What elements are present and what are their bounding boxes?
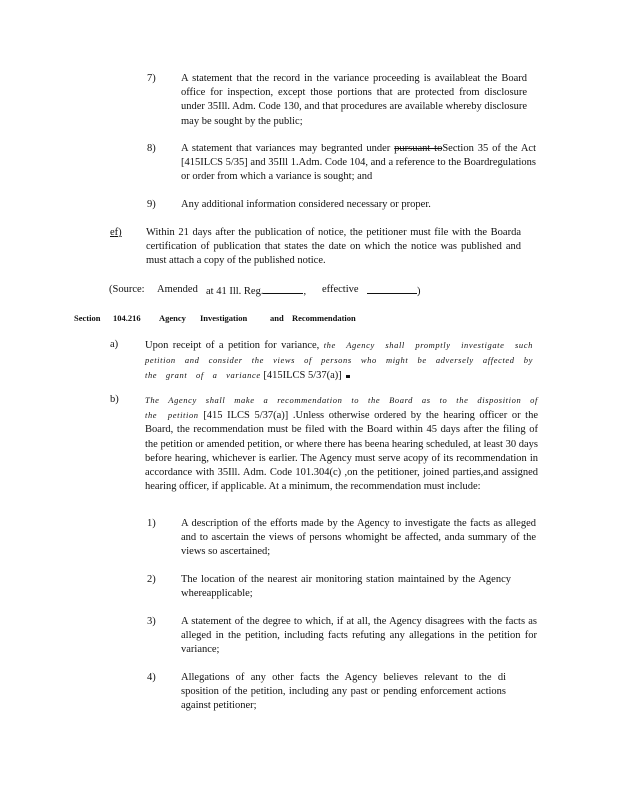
item-text-ef: Within 21 days after the publication of notice, the petitioner must file with the Boarda certification of publication that states the date on which the notice was published and must attach a copy of the published notice.: [146, 227, 521, 267]
section-title-recommendation: Recommendation: [292, 313, 356, 323]
item-number-7: 7): [147, 73, 156, 84]
section-title-investigation: Investigation: [200, 313, 248, 323]
subsection-a-statutory-italic: the Agency shall promptly investigate such petition and consider the views of persons who might be adversely affected by the grant of a variance: [145, 340, 533, 381]
list-text-1: A description of the efforts made by the Agency to investigate the facts as alleged and to ascertain the views of persons whomight be affected, anda summary of the views so ascertained;: [181, 518, 536, 558]
item-8-struck-text: pursuant to: [394, 143, 443, 154]
register-blank: [263, 283, 303, 294]
source-close: ): [417, 286, 421, 297]
source-amended: Amended: [157, 284, 198, 295]
item-number-9: 9): [147, 199, 156, 210]
section-number: 104.216: [113, 313, 141, 323]
item-8-text-b: Section 35 of the Act [415ILCS 5/35] and 35Ill 1.Adm. Code 104, and a reference to the Boardregulations or order from which a variance is sought; and: [181, 143, 536, 183]
effective-date-blank: [367, 283, 417, 294]
list-number-2: 2): [147, 574, 156, 585]
subsection-text-a: [145, 338, 533, 384]
source-register: [206, 283, 306, 299]
list-number-3: 3): [147, 616, 156, 627]
subsection-text-b: [145, 393, 538, 494]
list-text-4: Allegations of any other facts the Agency believes relevant to the di sposition of the petition, including any past or pending enforcement actions against petitioner;: [181, 672, 506, 712]
list-number-1: 1): [147, 518, 156, 529]
section-label: Section: [74, 313, 101, 323]
section-title-agency: Agency: [159, 313, 186, 323]
subsection-number-a: a): [110, 339, 119, 350]
item-text-9: Any additional information considered necessary or proper.: [181, 199, 431, 210]
item-ef-letter: f): [114, 227, 122, 238]
item-text-7: A statement that the record in the variance proceeding is availableat the Board office for inspection, except those portions that are protected from disclosure under 35Ill. Adm. Code 130, and that procedures are available whereby disclosure may be sought by the public;: [181, 73, 527, 127]
item-ef-struck-letter: e: [110, 227, 115, 238]
subsection-a-text-b: [415ILCS 5/37(a)]: [260, 370, 342, 382]
item-number-ef: [110, 226, 122, 240]
item-text-8: [181, 142, 536, 185]
subsection-b-statutory-italic: The Agency shall make a recommendation to the Board as to the disposition of the petition: [145, 395, 538, 421]
source-effective: effective: [322, 284, 359, 295]
subsection-b-text: [415 ILCS 5/37(a)] .Unless otherwise ordered by the hearing officer or the Board, the recommendation must be filed with the Board within 45 days after the filing of the petition or amended petition, or where there has beena hearing scheduled, at least 30 days before hearing, whichever is earlier. The Agency must serve acopy of its recommendation in accordance with 35Ill. Adm. Code 101.304(c) ,on the petitioner, joined parties,and assigned hearing officer, if applicable. At a minimum, the recommendation must include:: [145, 410, 538, 493]
source-comma: ,: [303, 286, 307, 297]
item-number-8: 8): [147, 143, 156, 154]
source-effective-date: [367, 283, 421, 299]
subsection-a-text-a: Upon receipt of a petition for variance,: [145, 340, 324, 351]
source-register-label: at 41 Ill. Reg.: [206, 286, 264, 297]
period-mark: [346, 375, 350, 378]
list-text-2: The location of the nearest air monitoring station maintained by the Agency whereapplicable;: [181, 574, 511, 600]
item-8-text-a: A statement that variances may begranted under: [181, 143, 395, 154]
list-text-3: A statement of the degree to which, if at all, the Agency disagrees with the facts as alleged in the petition, including facts refuting any allegations in the petition for variance;: [181, 616, 537, 656]
subsection-number-b: b): [110, 394, 119, 405]
list-number-4: 4): [147, 672, 156, 683]
section-title-and: and: [270, 313, 284, 323]
source-open: (Source:: [109, 284, 145, 295]
